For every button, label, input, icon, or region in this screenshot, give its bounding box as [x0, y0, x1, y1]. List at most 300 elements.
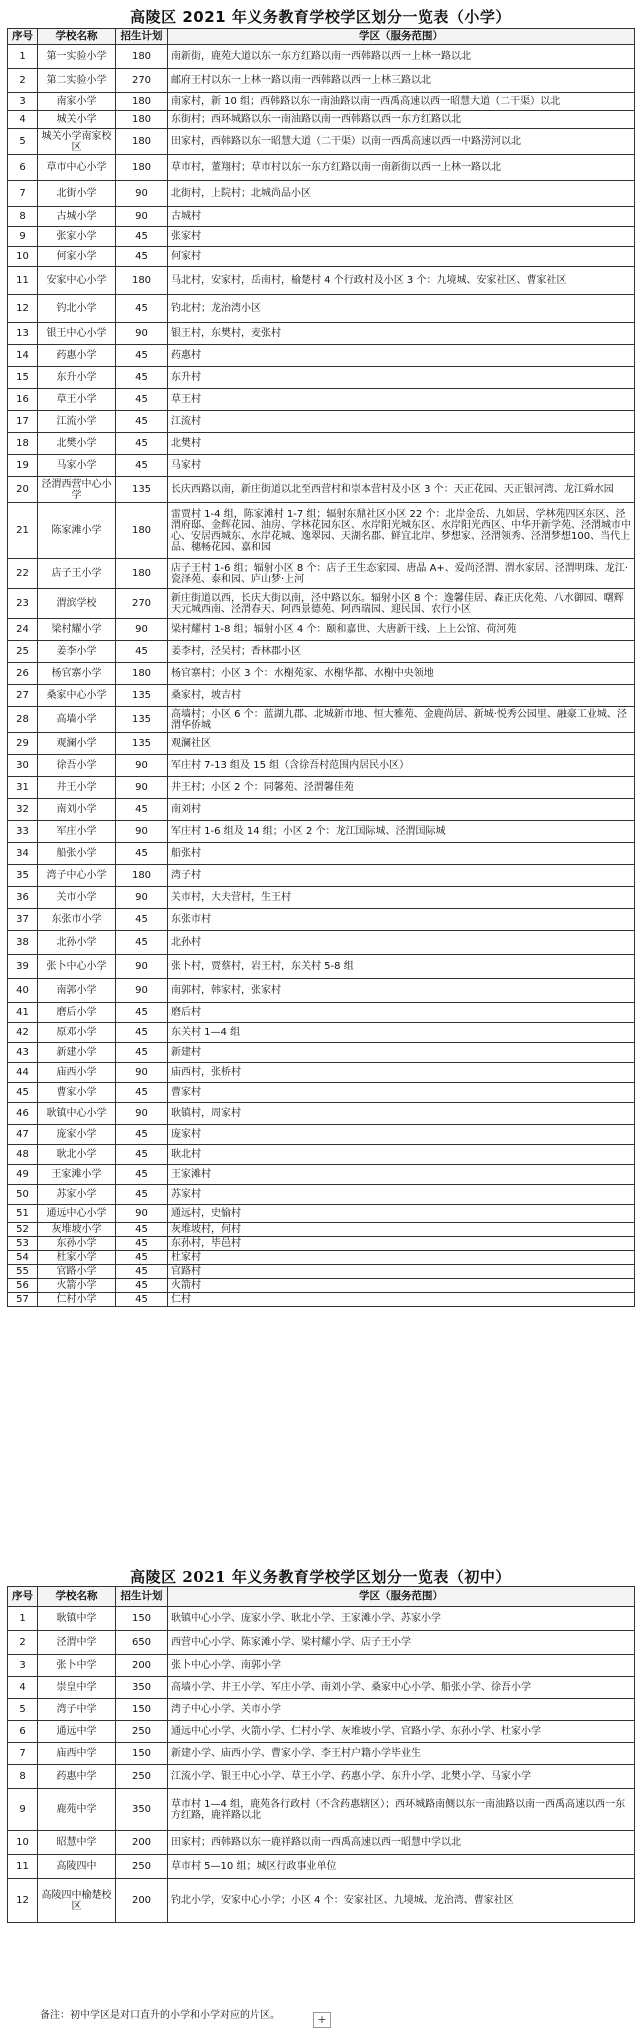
- enrollment-plan: 90: [116, 955, 168, 979]
- school-name: 昭慧中学: [38, 1831, 116, 1855]
- table-row: [8, 707, 635, 733]
- enrollment-plan: 135: [116, 733, 168, 755]
- school-name: 庙西小学: [38, 1063, 116, 1083]
- school-name: 东张市小学: [38, 909, 116, 931]
- service-area: 关市村，大夫营村，生王村: [168, 887, 635, 909]
- enrollment-plan: 45: [116, 1145, 168, 1165]
- service-area: 雷贾村 1-4 组，陈家滩村 1-7 组；辐射东鼎社区小区 22 个：北岸金岳、九如居、学林苑四区东区、泾渭府邸、金辉花园、油房、学林花园东区、水岸阳光城东区、水岸阳光西区、中华开新学苑、泾渭城市中心、安居西城东、水岸花城、逸翠园、天湖名郡、鲜宜北岸、梦想家、泾渭领秀、泾渭梦想100、当代上品、穗畅花园、嘉和园: [168, 503, 635, 559]
- row-index: 21: [8, 503, 38, 559]
- service-area: 耿镇中心小学、庞家小学、耿北小学、王家滩小学、苏家小学: [168, 1607, 635, 1631]
- school-name: 杨官寨小学: [38, 663, 116, 685]
- school-name: 观澜小学: [38, 733, 116, 755]
- service-area: 通远中心小学、火箭小学、仁村小学、灰堆坡小学、官路小学、东孙小学、杜家小学: [168, 1721, 635, 1743]
- row-index: 34: [8, 843, 38, 865]
- table-row: [8, 1125, 635, 1145]
- enrollment-plan: 45: [116, 455, 168, 477]
- service-area: 磨后村: [168, 1003, 635, 1023]
- service-area: 钓北小学，安家中心小学；小区 4 个：安家社区、九境城、龙治湾、曹家社区: [168, 1879, 635, 1923]
- table-row: [8, 433, 635, 455]
- school-name: 高墙小学: [38, 707, 116, 733]
- table-row: [8, 1293, 635, 1307]
- enrollment-plan: 45: [116, 1165, 168, 1185]
- middle-table-body: [8, 1607, 635, 1923]
- row-index: 56: [8, 1279, 38, 1293]
- enrollment-plan: 45: [116, 1293, 168, 1307]
- row-index: 49: [8, 1165, 38, 1185]
- table-row: [8, 1223, 635, 1237]
- service-area: 湾子村: [168, 865, 635, 887]
- school-name: 耿镇中学: [38, 1607, 116, 1631]
- service-area: 东街村；西环城路以东一南油路以南一西韩路以西一东方红路以北: [168, 111, 635, 129]
- table-row: [8, 1607, 635, 1631]
- school-name: 东孙小学: [38, 1237, 116, 1251]
- enrollment-plan: 45: [116, 1251, 168, 1265]
- row-index: 3: [8, 1655, 38, 1677]
- school-name: 陈家滩小学: [38, 503, 116, 559]
- row-index: 12: [8, 1879, 38, 1923]
- row-index: 27: [8, 685, 38, 707]
- enrollment-plan: 45: [116, 1185, 168, 1205]
- service-area: 何家村: [168, 247, 635, 267]
- row-index: 20: [8, 477, 38, 503]
- table-row: [8, 503, 635, 559]
- school-name: 张卜中学: [38, 1655, 116, 1677]
- service-area: 南新街，鹿苑大道以东一东方红路以南一西韩路以西一上林一路以北: [168, 45, 635, 69]
- service-area: 苏家村: [168, 1185, 635, 1205]
- enrollment-plan: 45: [116, 1237, 168, 1251]
- row-index: 17: [8, 411, 38, 433]
- enrollment-plan: 350: [116, 1677, 168, 1699]
- row-index: 5: [8, 1699, 38, 1721]
- table-row: [8, 227, 635, 247]
- service-area: 军庄村 1-6 组及 14 组；小区 2 个：龙江国际城、泾渭国际城: [168, 821, 635, 843]
- table-row: [8, 865, 635, 887]
- enrollment-plan: 150: [116, 1607, 168, 1631]
- service-area: 东升村: [168, 367, 635, 389]
- enrollment-plan: 270: [116, 69, 168, 93]
- enrollment-plan: 90: [116, 323, 168, 345]
- school-name: 东升小学: [38, 367, 116, 389]
- service-area: 草市村 1—4 组，鹿苑各行政村（不含药惠辖区）；西环城路南侧以东一南油路以南一西禹高速以西一东方红路，鹿祥路以北: [168, 1789, 635, 1831]
- service-area: 新建村: [168, 1043, 635, 1063]
- school-name: 王家滩小学: [38, 1165, 116, 1185]
- table-row: [8, 799, 635, 821]
- school-name: 北孙小学: [38, 931, 116, 955]
- enrollment-plan: 250: [116, 1765, 168, 1789]
- row-index: 40: [8, 979, 38, 1003]
- service-area: 北孙村: [168, 931, 635, 955]
- table-row: [8, 1185, 635, 1205]
- table-row: [8, 589, 635, 619]
- row-index: 16: [8, 389, 38, 411]
- table-row: [8, 1789, 635, 1831]
- service-area: 高墙村；小区 6 个：蓝湖九郡、北城新市地、恒大雅苑、金鹿尚居、新城·悦秀公园里、融豪工业城、泾渭华侨城: [168, 707, 635, 733]
- table-row: [8, 1831, 635, 1855]
- enrollment-plan: 200: [116, 1831, 168, 1855]
- enrollment-plan: 45: [116, 1023, 168, 1043]
- table-row: [8, 247, 635, 267]
- table-row: [8, 1205, 635, 1223]
- enrollment-plan: 180: [116, 93, 168, 111]
- school-name: 南家小学: [38, 93, 116, 111]
- service-area: 王家滩村: [168, 1165, 635, 1185]
- service-area: 马北村，安家村，岳南村，榆楚村 4 个行政村及小区 3 个：九境城、安家社区、曹家社区: [168, 267, 635, 295]
- row-index: 54: [8, 1251, 38, 1265]
- table-row: [8, 1721, 635, 1743]
- table-row: [8, 267, 635, 295]
- table-row: [8, 1165, 635, 1185]
- row-index: 18: [8, 433, 38, 455]
- service-area: 南家村，新 10 组；西韩路以东一南油路以南一西禹高速以西一昭慧大道（二干渠）以北: [168, 93, 635, 111]
- table-row: [8, 1023, 635, 1043]
- service-area: 北街村，上院村；北城尚品小区: [168, 181, 635, 207]
- enrollment-plan: 45: [116, 799, 168, 821]
- table-row: [8, 207, 635, 227]
- service-area: 草市村 5—10 组；城区行政事业单位: [168, 1855, 635, 1879]
- table-row: [8, 1063, 635, 1083]
- table-row: [8, 909, 635, 931]
- school-name: 湾子中学: [38, 1699, 116, 1721]
- middle-school-table: [7, 1586, 635, 1923]
- row-index: 25: [8, 641, 38, 663]
- service-area: 古城村: [168, 207, 635, 227]
- school-name: 官路小学: [38, 1265, 116, 1279]
- table-row: [8, 821, 635, 843]
- table-row: [8, 45, 635, 69]
- school-name: 药惠中学: [38, 1765, 116, 1789]
- school-name: 银王中心小学: [38, 323, 116, 345]
- school-name: 北樊小学: [38, 433, 116, 455]
- primary-table-body: [8, 45, 635, 1307]
- enrollment-plan: 45: [116, 1223, 168, 1237]
- row-index: 12: [8, 295, 38, 323]
- table-row: [8, 1083, 635, 1103]
- row-index: 3: [8, 93, 38, 111]
- table-row: [8, 1003, 635, 1023]
- table-row: [8, 1251, 635, 1265]
- enrollment-plan: 45: [116, 1125, 168, 1145]
- school-name: 安家中心小学: [38, 267, 116, 295]
- enrollment-plan: 45: [116, 295, 168, 323]
- row-index: 13: [8, 323, 38, 345]
- enrollment-plan: 45: [116, 1265, 168, 1279]
- table-row: [8, 1103, 635, 1125]
- school-name: 何家小学: [38, 247, 116, 267]
- service-area: 耿镇村，周家村: [168, 1103, 635, 1125]
- row-index: 50: [8, 1185, 38, 1205]
- table-row: [8, 69, 635, 93]
- enrollment-plan: 90: [116, 181, 168, 207]
- row-index: 53: [8, 1237, 38, 1251]
- row-index: 35: [8, 865, 38, 887]
- service-area: 高墙小学、井王小学、军庄小学、南刘小学、桑家中心小学、船张小学、徐吾小学: [168, 1677, 635, 1699]
- middle-table-title: 高陵区 2021 年义务教育学校学区划分一览表（初中）: [130, 1568, 511, 1586]
- school-name: 崇皇中学: [38, 1677, 116, 1699]
- table-row: [8, 755, 635, 777]
- enrollment-plan: 45: [116, 1003, 168, 1023]
- header-area: 学区（服务范围）: [168, 1587, 635, 1607]
- row-index: 8: [8, 207, 38, 227]
- row-index: 11: [8, 267, 38, 295]
- school-name: 第一实验小学: [38, 45, 116, 69]
- row-index: 55: [8, 1265, 38, 1279]
- row-index: 10: [8, 1831, 38, 1855]
- table-row: [8, 345, 635, 367]
- school-name: 张家小学: [38, 227, 116, 247]
- table-row: [8, 129, 635, 155]
- row-index: 42: [8, 1023, 38, 1043]
- add-button[interactable]: +: [313, 2012, 331, 2028]
- row-index: 36: [8, 887, 38, 909]
- service-area: 邮府王村以东一上林一路以南一西韩路以西一上林三路以北: [168, 69, 635, 93]
- service-area: 仁村: [168, 1293, 635, 1307]
- enrollment-plan: 180: [116, 503, 168, 559]
- service-area: 火箭村: [168, 1279, 635, 1293]
- header-school-name: 学校名称: [38, 1587, 116, 1607]
- table-row: [8, 1043, 635, 1063]
- enrollment-plan: 180: [116, 865, 168, 887]
- school-name: 梁村耀小学: [38, 619, 116, 641]
- row-index: 9: [8, 1789, 38, 1831]
- enrollment-plan: 45: [116, 345, 168, 367]
- row-index: 7: [8, 1743, 38, 1765]
- enrollment-plan: 180: [116, 663, 168, 685]
- primary-school-table: [7, 28, 635, 1307]
- table-row: [8, 663, 635, 685]
- table-row: [8, 367, 635, 389]
- table-row: [8, 979, 635, 1003]
- enrollment-plan: 180: [116, 559, 168, 589]
- school-name: 徐吾小学: [38, 755, 116, 777]
- row-index: 39: [8, 955, 38, 979]
- service-area: 长庆西路以南，新庄街道以北至西营村和崇本营村及小区 3 个：天正花园、天正银河湾、龙江舜水园: [168, 477, 635, 503]
- table-row: [8, 887, 635, 909]
- header-index: 序号: [8, 29, 38, 45]
- school-name: 高陵四中: [38, 1855, 116, 1879]
- enrollment-plan: 45: [116, 247, 168, 267]
- service-area: 田家村，西韩路以东一昭慧大道（二干渠）以南一西禹高速以西一中路涝河以北: [168, 129, 635, 155]
- service-area: 观澜社区: [168, 733, 635, 755]
- enrollment-plan: 150: [116, 1699, 168, 1721]
- table-row: [8, 1631, 635, 1655]
- school-name: 灰堆坡小学: [38, 1223, 116, 1237]
- enrollment-plan: 180: [116, 111, 168, 129]
- school-name: 火箭小学: [38, 1279, 116, 1293]
- row-index: 32: [8, 799, 38, 821]
- row-index: 43: [8, 1043, 38, 1063]
- table-row: [8, 155, 635, 181]
- school-name: 庙西中学: [38, 1743, 116, 1765]
- enrollment-plan: 45: [116, 1279, 168, 1293]
- table-row: [8, 455, 635, 477]
- footnote: 备注：初中学区是对口直升的小学和小学对应的片区。: [40, 2010, 280, 2021]
- row-index: 5: [8, 129, 38, 155]
- school-name: 耿镇中心小学: [38, 1103, 116, 1125]
- service-area: 庙西村，张桥村: [168, 1063, 635, 1083]
- enrollment-plan: 90: [116, 1205, 168, 1223]
- school-name: 药惠小学: [38, 345, 116, 367]
- row-index: 52: [8, 1223, 38, 1237]
- table-row: [8, 685, 635, 707]
- service-area: 东张市村: [168, 909, 635, 931]
- enrollment-plan: 90: [116, 619, 168, 641]
- enrollment-plan: 90: [116, 207, 168, 227]
- enrollment-plan: 200: [116, 1879, 168, 1923]
- enrollment-plan: 45: [116, 227, 168, 247]
- school-name: 第二实验小学: [38, 69, 116, 93]
- row-index: 4: [8, 111, 38, 129]
- service-area: 东关村 1—4 组: [168, 1023, 635, 1043]
- service-area: 新庄街道以西，长庆大街以南，泾中路以东。辐射小区 8 个：逸馨佳居、森正庆化苑、八水御园、曙辉天元城西南、泾渭春天、阿西景德苑、阿西瑞园、迎民国、农行小区: [168, 589, 635, 619]
- enrollment-plan: 250: [116, 1855, 168, 1879]
- row-index: 2: [8, 69, 38, 93]
- school-name: 南郭小学: [38, 979, 116, 1003]
- school-name: 桑家中心小学: [38, 685, 116, 707]
- service-area: 井王村；小区 2 个：同馨苑、泾渭馨佳苑: [168, 777, 635, 799]
- row-index: 30: [8, 755, 38, 777]
- row-index: 24: [8, 619, 38, 641]
- table-row: [8, 619, 635, 641]
- enrollment-plan: 150: [116, 1743, 168, 1765]
- enrollment-plan: 90: [116, 1103, 168, 1125]
- row-index: 14: [8, 345, 38, 367]
- row-index: 37: [8, 909, 38, 931]
- table-row: [8, 477, 635, 503]
- enrollment-plan: 200: [116, 1655, 168, 1677]
- enrollment-plan: 45: [116, 843, 168, 865]
- school-name: 苏家小学: [38, 1185, 116, 1205]
- row-index: 29: [8, 733, 38, 755]
- school-name: 庞家小学: [38, 1125, 116, 1145]
- table-row: [8, 181, 635, 207]
- table-row: [8, 1265, 635, 1279]
- school-name: 店子王小学: [38, 559, 116, 589]
- table-row: [8, 1279, 635, 1293]
- table-row: [8, 777, 635, 799]
- row-index: 45: [8, 1083, 38, 1103]
- enrollment-plan: 135: [116, 707, 168, 733]
- row-index: 19: [8, 455, 38, 477]
- service-area: 草王村: [168, 389, 635, 411]
- school-name: 新建小学: [38, 1043, 116, 1063]
- table-row: [8, 1699, 635, 1721]
- service-area: 耿北村: [168, 1145, 635, 1165]
- enrollment-plan: 180: [116, 155, 168, 181]
- school-name: 北街小学: [38, 181, 116, 207]
- service-area: 东孙村，毕邑村: [168, 1237, 635, 1251]
- table-row: [8, 1765, 635, 1789]
- school-name: 张卜中心小学: [38, 955, 116, 979]
- service-area: 桑家村，坡吉村: [168, 685, 635, 707]
- table-row: [8, 1677, 635, 1699]
- header-plan: 招生计划: [116, 29, 168, 45]
- row-index: 2: [8, 1631, 38, 1655]
- service-area: 田家村；西韩路以东一鹿祥路以南一西禹高速以西一昭慧中学以北: [168, 1831, 635, 1855]
- row-index: 48: [8, 1145, 38, 1165]
- service-area: 南郭村，韩家村，张家村: [168, 979, 635, 1003]
- row-index: 31: [8, 777, 38, 799]
- table-row: [8, 1237, 635, 1251]
- service-area: 北樊村: [168, 433, 635, 455]
- row-index: 44: [8, 1063, 38, 1083]
- table-row: [8, 111, 635, 129]
- school-name: 古城小学: [38, 207, 116, 227]
- table-row: [8, 559, 635, 589]
- row-index: 23: [8, 589, 38, 619]
- table-row: [8, 1855, 635, 1879]
- row-index: 7: [8, 181, 38, 207]
- table-row: [8, 1145, 635, 1165]
- service-area: 湾子中心小学、关市小学: [168, 1699, 635, 1721]
- row-index: 51: [8, 1205, 38, 1223]
- school-name: 草王小学: [38, 389, 116, 411]
- header-area: 学区（服务范围）: [168, 29, 635, 45]
- row-index: 11: [8, 1855, 38, 1879]
- table-row: [8, 1879, 635, 1923]
- school-name: 鹿苑中学: [38, 1789, 116, 1831]
- school-name: 草市中心小学: [38, 155, 116, 181]
- enrollment-plan: 45: [116, 909, 168, 931]
- enrollment-plan: 90: [116, 821, 168, 843]
- enrollment-plan: 45: [116, 389, 168, 411]
- school-name: 关市小学: [38, 887, 116, 909]
- row-index: 57: [8, 1293, 38, 1307]
- school-name: 军庄小学: [38, 821, 116, 843]
- enrollment-plan: 45: [116, 1043, 168, 1063]
- school-name: 城关小学南家校区: [38, 129, 116, 155]
- school-name: 姜李小学: [38, 641, 116, 663]
- service-area: 曹家村: [168, 1083, 635, 1103]
- service-area: 南刘村: [168, 799, 635, 821]
- row-index: 28: [8, 707, 38, 733]
- row-index: 41: [8, 1003, 38, 1023]
- service-area: 药惠村: [168, 345, 635, 367]
- enrollment-plan: 270: [116, 589, 168, 619]
- service-area: 灰堆坡村，何村: [168, 1223, 635, 1237]
- row-index: 6: [8, 1721, 38, 1743]
- service-area: 张家村: [168, 227, 635, 247]
- enrollment-plan: 45: [116, 931, 168, 955]
- service-area: 杜家村: [168, 1251, 635, 1265]
- service-area: 草市村，董翔村；草市村以东一东方红路以南一南新街以西一上林一路以北: [168, 155, 635, 181]
- enrollment-plan: 90: [116, 755, 168, 777]
- enrollment-plan: 90: [116, 1063, 168, 1083]
- table-row: [8, 93, 635, 111]
- school-name: 耿北小学: [38, 1145, 116, 1165]
- row-index: 1: [8, 45, 38, 69]
- school-name: 船张小学: [38, 843, 116, 865]
- school-name: 杜家小学: [38, 1251, 116, 1265]
- school-name: 南刘小学: [38, 799, 116, 821]
- enrollment-plan: 650: [116, 1631, 168, 1655]
- school-name: 井王小学: [38, 777, 116, 799]
- service-area: 通远村，史愉村: [168, 1205, 635, 1223]
- service-area: 船张村: [168, 843, 635, 865]
- school-name: 江流小学: [38, 411, 116, 433]
- service-area: 庞家村: [168, 1125, 635, 1145]
- enrollment-plan: 45: [116, 433, 168, 455]
- row-index: 10: [8, 247, 38, 267]
- service-area: 西营中心小学、陈家滩小学、梁村耀小学、店子王小学: [168, 1631, 635, 1655]
- service-area: 张卜村，贾蔡村，岩王村，东关村 5-8 组: [168, 955, 635, 979]
- school-name: 钓北小学: [38, 295, 116, 323]
- service-area: 店子王村 1-6 组；辐射小区 8 个：店子王生态家园、唐晶 A+、爱尚泾渭、渭水家居、泾渭明珠、龙江·瓷泽苑、泰和园、庐山梦·上河: [168, 559, 635, 589]
- service-area: 银王村，东樊村，麦张村: [168, 323, 635, 345]
- school-name: 高陵四中榆楚校区: [38, 1879, 116, 1923]
- row-index: 22: [8, 559, 38, 589]
- school-name: 泾渭中学: [38, 1631, 116, 1655]
- enrollment-plan: 180: [116, 45, 168, 69]
